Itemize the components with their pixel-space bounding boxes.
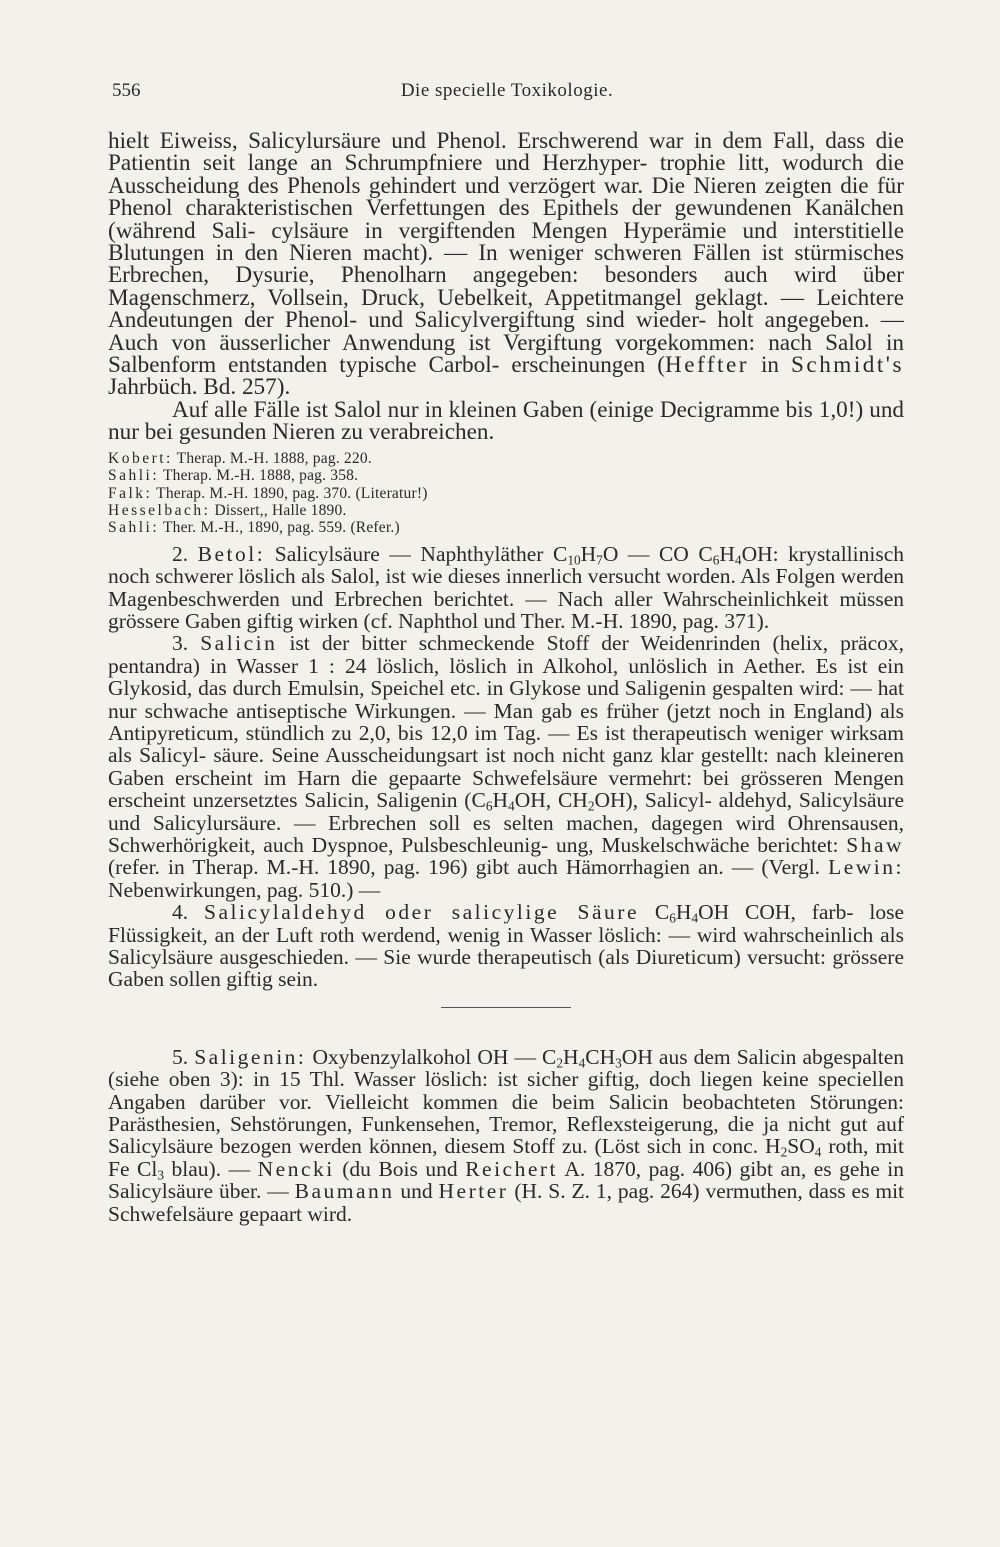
text-line: wahrscheinlich als Salicylsäure ausgeschieden. — Sie wurde therapeutisch (als [108,922,905,970]
salol-paragraph [108,396,905,446]
reference-entry [108,519,904,536]
section-divider [441,1007,571,1008]
text-line: aldehyd, Salicylsäure und Salicylursäure. — Erbrechen soll es selten machen, [108,788,905,835]
text-line: Tremor, Reflexsteigerung, die ja nicht gut auf Salicylsäure bezogen werden [108,1112,905,1159]
text-fragment: (du Bois und [334,1156,466,1181]
text-fragment: OH), Salicyl- [594,788,712,813]
text-line: verzögert war. Die Nieren zeigten die für Phenol charakteristischen [108,172,904,222]
substance-name: Salicylaldehyd oder salicylige Säure [204,900,639,925]
page-number: 556 [112,80,141,101]
author-name: Nencki [257,1156,335,1181]
betol-paragraph [108,543,904,633]
text-line: vorgekommen: nach Salol in Salbenform entstanden typische Carbol- [108,329,905,379]
page-body [108,130,904,1225]
text-line: trophie litt, wodurch die Ausscheidung des Phenols gehindert und [108,150,904,199]
text-fragment: OH COH, farb- [698,900,854,925]
text-line: präcox, pentandra) in Wasser 1 : 24 löslich, löslich in Alkohol, unlöslich in [108,631,905,678]
text-fragment: OH: [741,541,779,566]
text-line: und Saligenin gespalten wird: — hat nur schwache antiseptische Wirkungen. [108,676,904,723]
text-fragment: Salicylsäure — Naphthyläther C [265,541,568,566]
text-fragment: Nebenwirkungen, pag. 510.) — [108,877,381,902]
text-line: liegen keine speciellen Angaben darüber vor. Vielleicht kommen die beim [108,1067,904,1114]
subscript: 4 [814,1144,822,1160]
subscript: 6 [712,552,720,568]
reference-author: Hesselbach: [108,501,211,519]
text-line: bis 1,0!) und nur bei gesunden Nieren zu verabreichen. [108,396,905,446]
reference-text: Dissert,, Halle 1890. [210,501,347,519]
text-fragment: roth, mit Fe Cl [108,1134,904,1181]
reference-entry [108,450,904,467]
text-fragment: H [492,788,509,813]
text-line: holt angegeben. — Auch von äusserlicher Anwendung ist Vergiftung [108,307,904,356]
reference-entry [108,502,904,519]
reference-entry [108,467,904,484]
text-line: in den Nieren macht). — In weniger schweren Fällen ist stürmisches [215,240,905,267]
reference-author: Sahli: [108,467,160,485]
section-number: 5. [172,1044,195,1069]
author-name: Shaw [846,833,905,857]
subscript: 2 [780,1144,788,1160]
substance-name: Saligenin: [194,1044,307,1069]
text-fragment: Oxybenzylalkohol OH — C [306,1044,557,1069]
reference-author: Falk: [108,484,153,502]
substance-name: Betol: [197,541,266,566]
author-name: Reichert [465,1156,559,1181]
text-line: Auf alle Fälle ist Salol nur in kleinen Gaben (einige Decigramme [172,396,780,423]
text-line: Naphthol und Ther. M.-H. 1890, pag. 371). [398,608,770,633]
saligenin-paragraph [108,1046,904,1225]
text-fragment: und [394,1179,439,1204]
phenol-paragraph [108,130,904,399]
text-fragment: OH, CH [514,788,588,813]
text-line: Gaben erscheint im Harn die gepaarte Schwefelsäure vermehrt: bei grösseren [108,765,823,790]
subscript: 4 [691,910,699,926]
text-line: vermuthen, dass es mit Schwefelsäure gepaart wird. [108,1179,905,1226]
text-line: — Man gab es früher (jetzt noch in England) als Antipyreticum, stündlich [108,698,905,745]
subscript: 2 [556,1055,564,1071]
text-fragment: CH [585,1044,616,1069]
substance-name: Salicin [200,631,278,656]
text-line: krystallinisch noch schwerer löslich als Salol, ist wie dieses innerlich versucht [108,541,905,589]
subscript: 10 [567,552,581,568]
text-line: Diureticum) versucht: grössere Gaben sollen giftig sein. [108,945,904,992]
text-fragment: A. 1870, pag. 406) gibt an, es gehe [558,1156,880,1181]
text-line: erscheinungen ( [511,352,665,379]
text-fragment: H [719,541,735,566]
subscript: 3 [157,1167,165,1183]
text-line: dagegen wird Ohrensausen, Schwerhörigkeit, auch Dyspnoe, Pulsbeschleunig- [108,810,905,857]
text-fragment: H [563,1044,579,1069]
text-line: lose Flüssigkeit, an der Luft roth werdend, wenig in Wasser löslich: — wird [108,900,905,947]
text-fragment: (refer. in Therap. M.-H. 1890, pag. 196) [108,855,468,880]
text-line: Aether. Es ist ein Glykosid, das durch Emulsin, Speichel etc. in Glykose [108,653,904,701]
text-fragment: C [639,900,670,925]
text-line: Leichtere Andeutungen der Phenol- und Salicylvergiftung sind wieder- [108,284,905,334]
text-fragment: können, diesem Stoff zu. (Löst sich in conc. H [368,1134,781,1159]
reference-text: Ther. M.-H., 1890, pag. 559. (Refer.) [159,519,400,537]
section-number: 2. [172,541,198,566]
text-line: Magenschmerz, Vollsein, Druck, Uebelkeit, Appetitmangel geklagt. — [108,284,805,311]
running-head: Die specielle Toxikologie. [400,80,614,101]
salicylaldehyd-paragraph [108,901,904,991]
text-fragment: O — CO C [602,541,713,566]
author-name: Lewin: [828,855,905,880]
text-line: Fall, dass die Patientin seit lange an Schrumpfniere und Herzhyper- [108,128,904,177]
subscript: 7 [596,552,603,568]
section-number: 4. [172,900,205,925]
reference-list [108,450,904,537]
subscript: 3 [615,1055,622,1071]
text-fragment: (H. S. Z. 1, pag. 264) [508,1179,700,1204]
author-name: Herter [438,1179,509,1204]
text-fragment: blau). [164,1156,222,1181]
text-line: worden. Als Folgen werden Magenbeschwerden und Erbrechen berichtet. — [108,564,905,611]
text-fragment: ung, Muskelschwäche berichtet: [555,833,847,857]
page-header [112,80,902,110]
salicin-paragraph [108,632,904,901]
subscript: 6 [669,910,676,926]
text-line: Erbrechen, Dysurie, Phenolharn angegeben: besonders auch wird über [108,262,904,289]
text-fragment: Mengen erscheint unzersetztes Salicin, Saligenin (C [108,765,905,813]
text-fragment: gibt auch Hämorrhagien an. — (Vergl. [475,855,829,880]
author-name: Heffter [664,352,750,379]
text-fragment: H [580,541,597,566]
text-fragment: ist der bitter schmeckende Stoff der Weidenrinden (helix, [277,631,829,656]
text-fragment: OH aus dem Salicin [621,1044,797,1069]
text-fragment: in [749,352,792,379]
reference-text: Therap. M.-H. 1888, pag. 358. [159,467,359,485]
text-line: Verfettungen des Epithels der gewundenen Kanälchen (während Sali- [108,195,904,244]
text-fragment: — [228,1156,258,1181]
subscript: 4 [734,552,742,568]
text-line: hielt Eiweiss, Salicylursäure und Phenol. Erschwerend war in dem [108,128,763,154]
text-line: Nach aller Wahrscheinlichkeit müssen grössere Gaben giftig wirken (cf. [108,586,905,633]
author-name: Baumann [294,1179,395,1204]
text-fragment: SO [787,1134,815,1159]
text-line: säure. Seine Ausscheidungsart ist noch nicht ganz klar gestellt: nach kleineren [213,743,904,768]
text-line: Salicin beobachteten Störungen: Parästhesien, Sehstörungen, Funkensehen, [108,1089,905,1137]
section-number: 3. [172,631,201,656]
reference-author: Sahli: [108,519,160,537]
subscript: 4 [578,1055,586,1071]
author-name: Schmidt's [791,352,905,379]
reference-author: Kobert: [108,449,173,467]
text-line: zu 2,0, bis 12,0 im Tag. — Es ist therapeutisch weniger wirksam als Salicyl- [108,720,905,768]
reference-text: Therap. M.-H. 1888, pag. 220. [172,449,372,467]
subscript: 2 [587,798,595,814]
text-fragment: in Salicylsäure über. — [108,1156,904,1204]
text-line: abgespalten (siehe oben 3): in 15 Thl. Wasser löslich: ist sicher giftig, doch [108,1044,905,1092]
text-fragment: Jahrbüch. Bd. 257). [108,374,291,401]
reference-entry [108,485,904,502]
reference-text: Therap. M.-H. 1890, pag. 370. (Literatur!) [152,484,428,502]
text-fragment: H [675,900,692,925]
subscript: 4 [508,798,515,814]
text-line: cylsäure in vergiftenden Mengen Hyperämie und interstitielle Blutungen [108,217,904,267]
subscript: 6 [485,798,493,814]
